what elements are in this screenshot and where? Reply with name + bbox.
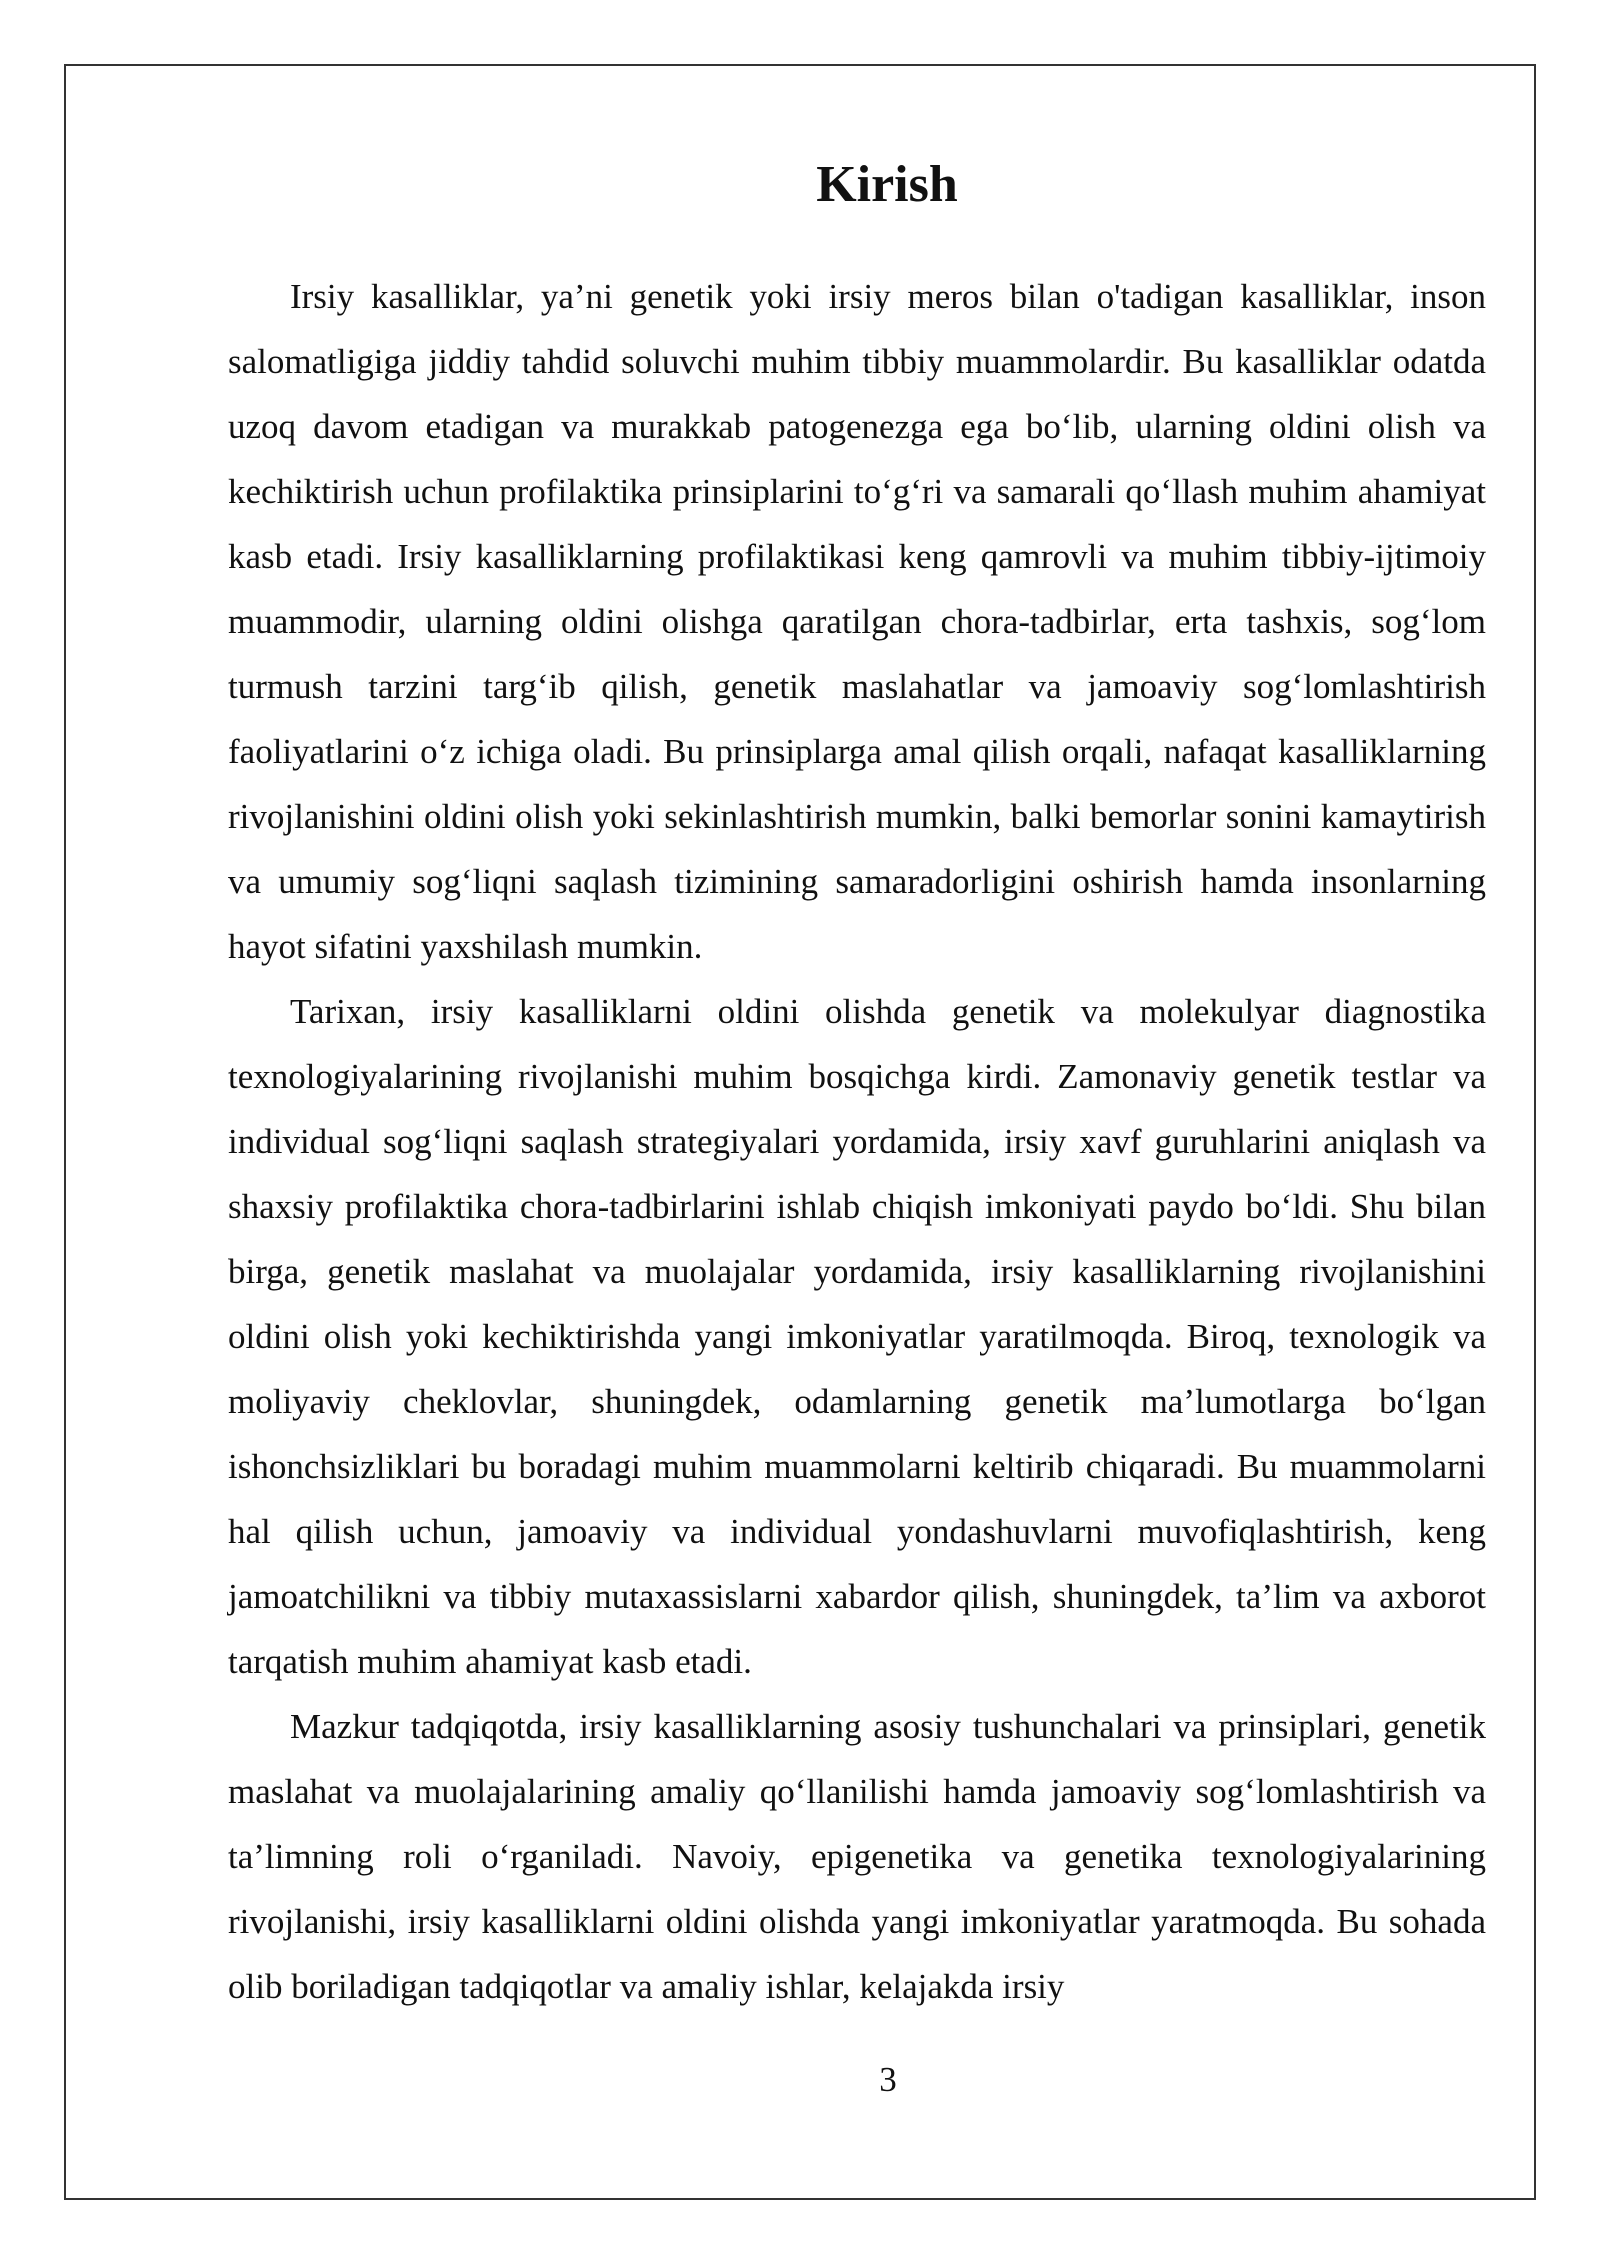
paragraph-1: Irsiy kasalliklar, ya’ni genetik yoki irsiy meros bilan o'tadigan kasalliklar, inson salomatligiga jiddiy tahdid soluvchi muhim tibbiy muammolardir. Bu kasalliklar odatda uzoq davom etadigan va murakkab patogenezga ega bo‘lib, ularning oldini olish va kechiktirish uchun profilaktika prinsiplarini to‘g‘ri va samarali qo‘llash muhim ahamiyat kasb etadi. Irsiy kasalliklarning profilaktikasi keng qamrovli va muhim tibbiy-ijtimoiy muammodir, ularning oldini olishga qaratilgan chora-tadbirlar, erta tashxis, sog‘lom turmush tarzini targ‘ib qilish, genetik maslahatlar va jamoaviy sog‘lomlashtirish faoliyatlarini o‘z ichiga oladi. Bu prinsiplarga amal qilish orqali, nafaqat kasalliklarning rivojlanishini oldini olish yoki sekinlashtirish mumkin, balki bemorlar sonini kamaytirish va umumiy sog‘liqni saqlash tizimining samaradorligini oshirish hamda insonlarning hayot sifatini yaxshilash mumkin. xyxy=(228,277,1486,966)
page-number: 3 xyxy=(879,2060,897,2099)
paragraph-2: Tarixan, irsiy kasalliklarni oldini olishda genetik va molekulyar diagnostika texnologiyalarining rivojlanishi muhim bosqichga kirdi. Zamonaviy genetik testlar va individual sog‘liqni saqlash strategiyalari yordamida, irsiy xavf guruhlarini aniqlash va shaxsiy profilaktika chora-tadbirlarini ishlab chiqish imkoniyati paydo bo‘ldi. Shu bilan birga, genetik maslahat va muolajalar yordamida, irsiy kasalliklarning rivojlanishini oldini olish yoki kechiktirishda yangi imkoniyatlar yaratilmoqda. Biroq, texnologik va moliyaviy cheklovlar, shuningdek, odamlarning genetik ma’lumotlarga bo‘lgan ishonchsizliklari bu boradagi muhim muammolarni keltirib chiqaradi. Bu muammolarni hal qilish uchun, jamoaviy va individual yondashuvlarni muvofiqlashtirish, keng jamoatchilikni va tibbiy mutaxassislarni xabardor qilish, shuningdek, ta’lim va axborot tarqatish muhim ahamiyat kasb etadi. xyxy=(228,992,1486,1681)
paragraph-3: Mazkur tadqiqotda, irsiy kasalliklarning asosiy tushunchalari va prinsiplari, genetik maslahat va muolajalarining amaliy qo‘llanilishi hamda jamoaviy sog‘lomlashtirish va ta’limning roli o‘rganiladi. Navoiy, epigenetika va genetika texnologiyalarining rivojlanishi, irsiy kasalliklarni oldini olishda yangi imkoniyatlar yaratmoqda. Bu sohada olib boriladigan tadqiqotlar va amaliy ishlar, kelajakda irsiy xyxy=(228,1707,1486,2006)
document-body xyxy=(228,140,1486,2019)
page-title: Kirish xyxy=(816,156,958,213)
